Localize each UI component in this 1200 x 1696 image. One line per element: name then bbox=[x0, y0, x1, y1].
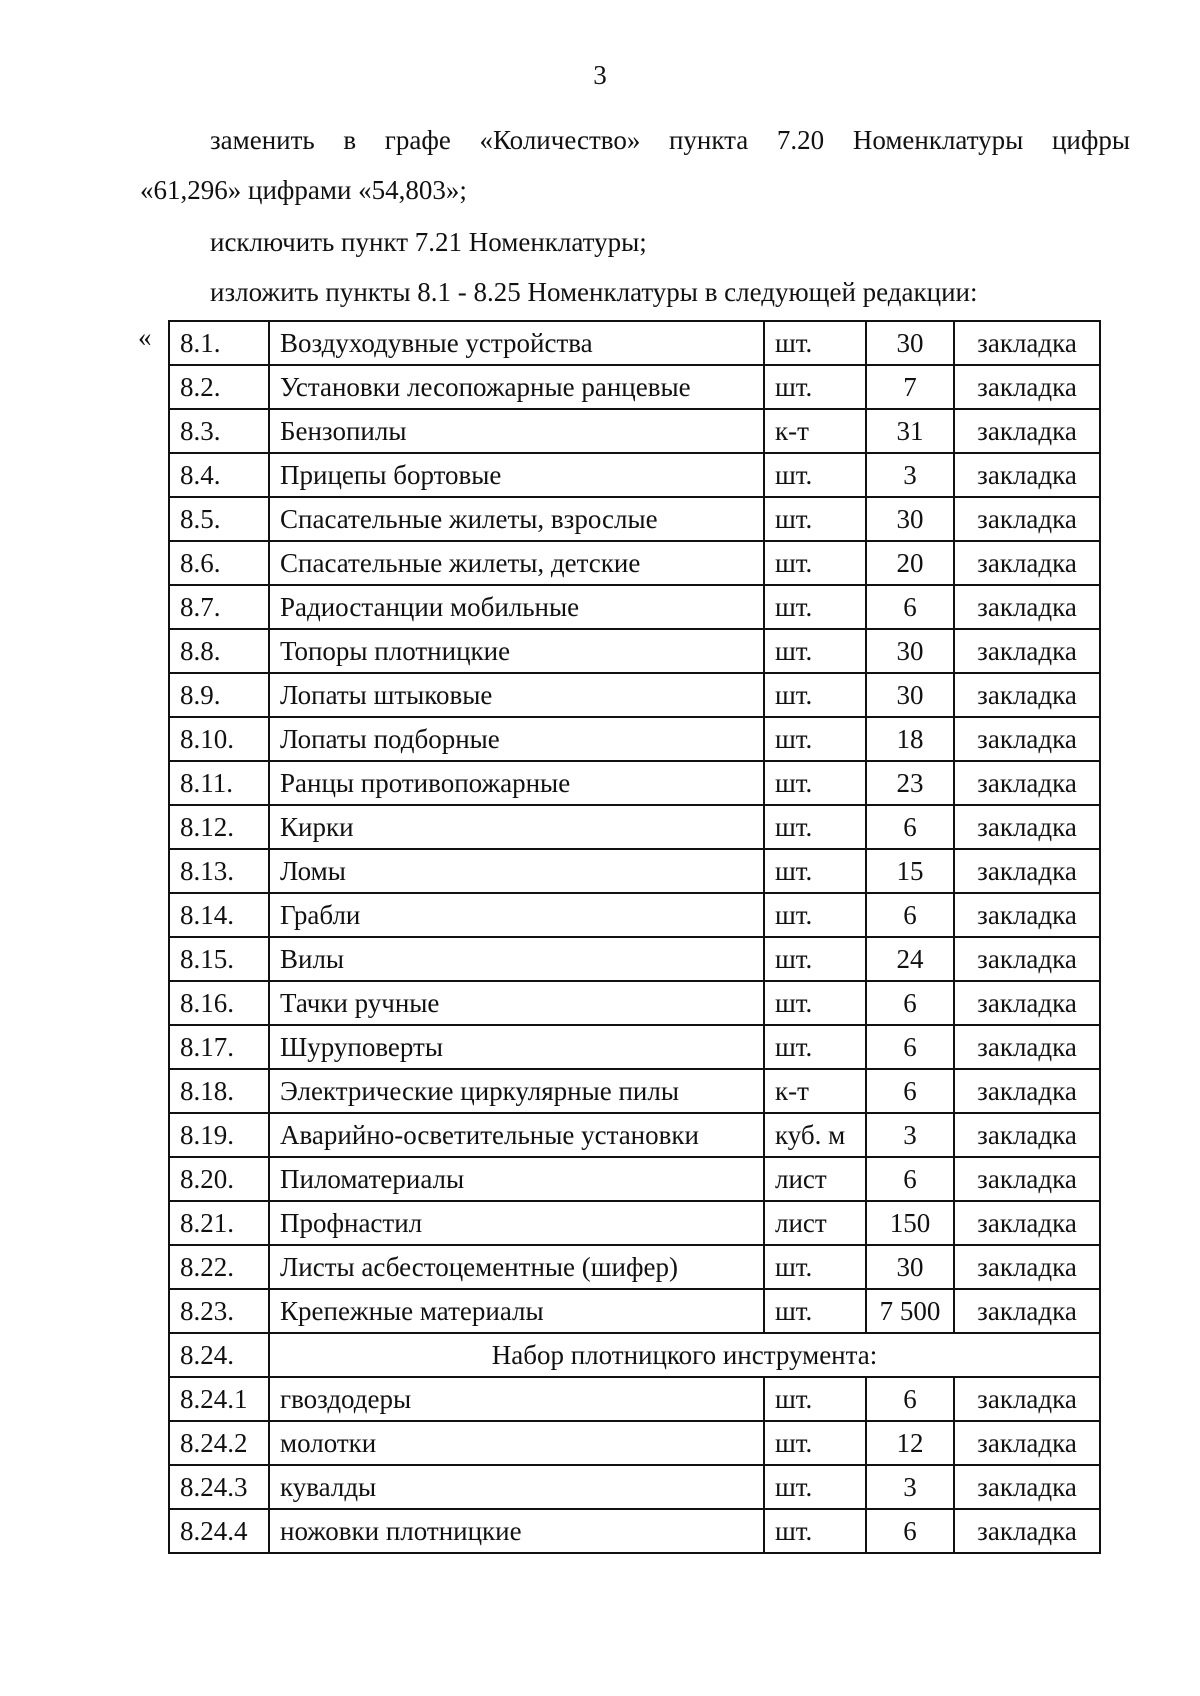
note-cell: закладка bbox=[954, 453, 1100, 497]
quantity-cell: 20 bbox=[866, 541, 954, 585]
item-name-cell: гвоздодеры bbox=[269, 1377, 764, 1421]
item-name-cell: Спасательные жилеты, взрослые bbox=[269, 497, 764, 541]
unit-cell: шт. bbox=[764, 365, 866, 409]
unit-cell: шт. bbox=[764, 585, 866, 629]
unit-cell: шт. bbox=[764, 1289, 866, 1333]
item-name-cell: Аварийно-осветительные установки bbox=[269, 1113, 764, 1157]
unit-cell: шт. bbox=[764, 1377, 866, 1421]
table-row bbox=[169, 585, 1100, 629]
unit-cell: куб. м bbox=[764, 1113, 866, 1157]
item-name-cell: Спасательные жилеты, детские bbox=[269, 541, 764, 585]
table-row bbox=[169, 893, 1100, 937]
note-cell: закладка bbox=[954, 981, 1100, 1025]
table-row bbox=[169, 761, 1100, 805]
note-cell: закладка bbox=[954, 1025, 1100, 1069]
note-cell: закладка bbox=[954, 761, 1100, 805]
item-number-cell: 8.24. bbox=[169, 1333, 269, 1377]
unit-cell: шт. bbox=[764, 497, 866, 541]
quantity-cell: 3 bbox=[866, 1113, 954, 1157]
table-row bbox=[169, 1201, 1100, 1245]
page-number: 3 bbox=[593, 60, 607, 90]
item-number-cell: 8.14. bbox=[169, 893, 269, 937]
unit-cell: к-т bbox=[764, 1069, 866, 1113]
item-number-cell: 8.5. bbox=[169, 497, 269, 541]
item-number-cell: 8.19. bbox=[169, 1113, 269, 1157]
table-row bbox=[169, 717, 1100, 761]
item-number-cell: 8.4. bbox=[169, 453, 269, 497]
quantity-cell: 6 bbox=[866, 893, 954, 937]
item-name-cell: Пиломатериалы bbox=[269, 1157, 764, 1201]
table-row bbox=[169, 321, 1100, 365]
item-name-cell: Воздуходувные устройства bbox=[269, 321, 764, 365]
note-cell: закладка bbox=[954, 321, 1100, 365]
note-cell: закладка bbox=[954, 893, 1100, 937]
item-number-cell: 8.2. bbox=[169, 365, 269, 409]
unit-cell: шт. bbox=[764, 629, 866, 673]
table-row bbox=[169, 1289, 1100, 1333]
item-name-cell: Ломы bbox=[269, 849, 764, 893]
note-cell: закладка bbox=[954, 805, 1100, 849]
item-name-cell: Листы асбестоцементные (шифер) bbox=[269, 1245, 764, 1289]
note-cell: закладка bbox=[954, 849, 1100, 893]
item-name-cell: кувалды bbox=[269, 1465, 764, 1509]
item-number-cell: 8.24.2 bbox=[169, 1421, 269, 1465]
table-row bbox=[169, 497, 1100, 541]
item-number-cell: 8.23. bbox=[169, 1289, 269, 1333]
item-name-cell: Топоры плотницкие bbox=[269, 629, 764, 673]
item-name-cell: Прицепы бортовые bbox=[269, 453, 764, 497]
item-name-cell: Вилы bbox=[269, 937, 764, 981]
opening-quote-mark: « bbox=[138, 322, 152, 352]
table-row bbox=[169, 1069, 1100, 1113]
item-number-cell: 8.12. bbox=[169, 805, 269, 849]
table-row bbox=[169, 1157, 1100, 1201]
item-number-cell: 8.6. bbox=[169, 541, 269, 585]
quantity-cell: 6 bbox=[866, 1069, 954, 1113]
item-number-cell: 8.16. bbox=[169, 981, 269, 1025]
item-name-cell: Лопаты штыковые bbox=[269, 673, 764, 717]
unit-cell: лист bbox=[764, 1157, 866, 1201]
note-cell: закладка bbox=[954, 365, 1100, 409]
note-cell: закладка bbox=[954, 541, 1100, 585]
table-row bbox=[169, 1377, 1100, 1421]
item-number-cell: 8.7. bbox=[169, 585, 269, 629]
item-number-cell: 8.17. bbox=[169, 1025, 269, 1069]
unit-cell: шт. bbox=[764, 981, 866, 1025]
note-cell: закладка bbox=[954, 1113, 1100, 1157]
table-row bbox=[169, 981, 1100, 1025]
note-cell: закладка bbox=[954, 629, 1100, 673]
quantity-cell: 150 bbox=[866, 1201, 954, 1245]
unit-cell: к-т bbox=[764, 409, 866, 453]
quantity-cell: 6 bbox=[866, 805, 954, 849]
unit-cell: шт. bbox=[764, 937, 866, 981]
unit-cell: шт. bbox=[764, 453, 866, 497]
table-row bbox=[169, 1465, 1100, 1509]
item-name-cell: Профнастил bbox=[269, 1201, 764, 1245]
item-name-cell: Электрические циркулярные пилы bbox=[269, 1069, 764, 1113]
table-row bbox=[169, 1333, 1100, 1377]
quantity-cell: 6 bbox=[866, 1509, 954, 1553]
note-cell: закладка bbox=[954, 717, 1100, 761]
item-name-cell: Бензопилы bbox=[269, 409, 764, 453]
note-cell: закладка bbox=[954, 937, 1100, 981]
quantity-cell: 3 bbox=[866, 453, 954, 497]
item-number-cell: 8.1. bbox=[169, 321, 269, 365]
item-name-cell: молотки bbox=[269, 1421, 764, 1465]
note-cell: закладка bbox=[954, 1465, 1100, 1509]
quantity-cell: 6 bbox=[866, 981, 954, 1025]
item-name-cell: Ранцы противопожарные bbox=[269, 761, 764, 805]
note-cell: закладка bbox=[954, 1377, 1100, 1421]
item-number-cell: 8.10. bbox=[169, 717, 269, 761]
note-cell: закладка bbox=[954, 1157, 1100, 1201]
table-row bbox=[169, 453, 1100, 497]
quantity-cell: 7 500 bbox=[866, 1289, 954, 1333]
item-number-cell: 8.9. bbox=[169, 673, 269, 717]
item-number-cell: 8.24.1 bbox=[169, 1377, 269, 1421]
item-name-cell: Лопаты подборные bbox=[269, 717, 764, 761]
item-name-cell: Кирки bbox=[269, 805, 764, 849]
unit-cell: шт. bbox=[764, 321, 866, 365]
quantity-cell: 24 bbox=[866, 937, 954, 981]
note-cell: закладка bbox=[954, 497, 1100, 541]
table-row bbox=[169, 937, 1100, 981]
unit-cell: шт. bbox=[764, 1025, 866, 1069]
item-name-cell: Тачки ручные bbox=[269, 981, 764, 1025]
item-name-cell: Крепежные материалы bbox=[269, 1289, 764, 1333]
unit-cell: шт. bbox=[764, 849, 866, 893]
paragraph-replace-quantity-line1: заменить в графе «Количество» пункта 7.20 Номенклатуры цифры bbox=[210, 125, 1130, 155]
note-cell: закладка bbox=[954, 1289, 1100, 1333]
note-cell: закладка bbox=[954, 1421, 1100, 1465]
quantity-cell: 15 bbox=[866, 849, 954, 893]
item-name-cell: Установки лесопожарные ранцевые bbox=[269, 365, 764, 409]
table-row bbox=[169, 805, 1100, 849]
table-row bbox=[169, 409, 1100, 453]
item-number-cell: 8.20. bbox=[169, 1157, 269, 1201]
item-number-cell: 8.8. bbox=[169, 629, 269, 673]
quantity-cell: 30 bbox=[866, 1245, 954, 1289]
paragraph-restate-items: изложить пункты 8.1 - 8.25 Номенклатуры в следующей редакции: bbox=[210, 277, 978, 307]
item-name-cell: ножовки плотницкие bbox=[269, 1509, 764, 1553]
unit-cell: шт. bbox=[764, 673, 866, 717]
unit-cell: лист bbox=[764, 1201, 866, 1245]
item-number-cell: 8.3. bbox=[169, 409, 269, 453]
group-title-cell: Набор плотницкого инструмента: bbox=[269, 1333, 1100, 1377]
table-row bbox=[169, 1025, 1100, 1069]
note-cell: закладка bbox=[954, 1069, 1100, 1113]
nomenclature-table bbox=[168, 320, 1101, 1554]
quantity-cell: 23 bbox=[866, 761, 954, 805]
item-number-cell: 8.11. bbox=[169, 761, 269, 805]
quantity-cell: 6 bbox=[866, 1157, 954, 1201]
note-cell: закладка bbox=[954, 1201, 1100, 1245]
note-cell: закладка bbox=[954, 1509, 1100, 1553]
note-cell: закладка bbox=[954, 585, 1100, 629]
item-name-cell: Радиостанции мобильные bbox=[269, 585, 764, 629]
unit-cell: шт. bbox=[764, 1465, 866, 1509]
table-row bbox=[169, 365, 1100, 409]
item-name-cell: Грабли bbox=[269, 893, 764, 937]
item-number-cell: 8.15. bbox=[169, 937, 269, 981]
table-row bbox=[169, 1509, 1100, 1553]
quantity-cell: 18 bbox=[866, 717, 954, 761]
item-number-cell: 8.21. bbox=[169, 1201, 269, 1245]
quantity-cell: 30 bbox=[866, 673, 954, 717]
quantity-cell: 6 bbox=[866, 585, 954, 629]
unit-cell: шт. bbox=[764, 1245, 866, 1289]
quantity-cell: 3 bbox=[866, 1465, 954, 1509]
quantity-cell: 12 bbox=[866, 1421, 954, 1465]
unit-cell: шт. bbox=[764, 717, 866, 761]
table-row bbox=[169, 541, 1100, 585]
quantity-cell: 31 bbox=[866, 409, 954, 453]
quantity-cell: 6 bbox=[866, 1377, 954, 1421]
note-cell: закладка bbox=[954, 673, 1100, 717]
unit-cell: шт. bbox=[764, 1421, 866, 1465]
unit-cell: шт. bbox=[764, 761, 866, 805]
table-row bbox=[169, 849, 1100, 893]
item-number-cell: 8.18. bbox=[169, 1069, 269, 1113]
table-row bbox=[169, 1421, 1100, 1465]
table-row bbox=[169, 629, 1100, 673]
unit-cell: шт. bbox=[764, 805, 866, 849]
table-row bbox=[169, 1245, 1100, 1289]
quantity-cell: 30 bbox=[866, 629, 954, 673]
item-number-cell: 8.24.4 bbox=[169, 1509, 269, 1553]
nomenclature-table-body bbox=[169, 321, 1100, 1553]
item-number-cell: 8.24.3 bbox=[169, 1465, 269, 1509]
paragraph-exclude-item: исключить пункт 7.21 Номенклатуры; bbox=[210, 227, 647, 257]
quantity-cell: 30 bbox=[866, 321, 954, 365]
note-cell: закладка bbox=[954, 1245, 1100, 1289]
item-name-cell: Шуруповерты bbox=[269, 1025, 764, 1069]
quantity-cell: 7 bbox=[866, 365, 954, 409]
unit-cell: шт. bbox=[764, 893, 866, 937]
note-cell: закладка bbox=[954, 409, 1100, 453]
quantity-cell: 30 bbox=[866, 497, 954, 541]
item-number-cell: 8.13. bbox=[169, 849, 269, 893]
unit-cell: шт. bbox=[764, 541, 866, 585]
table-row bbox=[169, 1113, 1100, 1157]
item-number-cell: 8.22. bbox=[169, 1245, 269, 1289]
table-row bbox=[169, 673, 1100, 717]
quantity-cell: 6 bbox=[866, 1025, 954, 1069]
paragraph-replace-quantity-line2: «61,296» цифрами «54,803»; bbox=[140, 175, 467, 205]
unit-cell: шт. bbox=[764, 1509, 866, 1553]
